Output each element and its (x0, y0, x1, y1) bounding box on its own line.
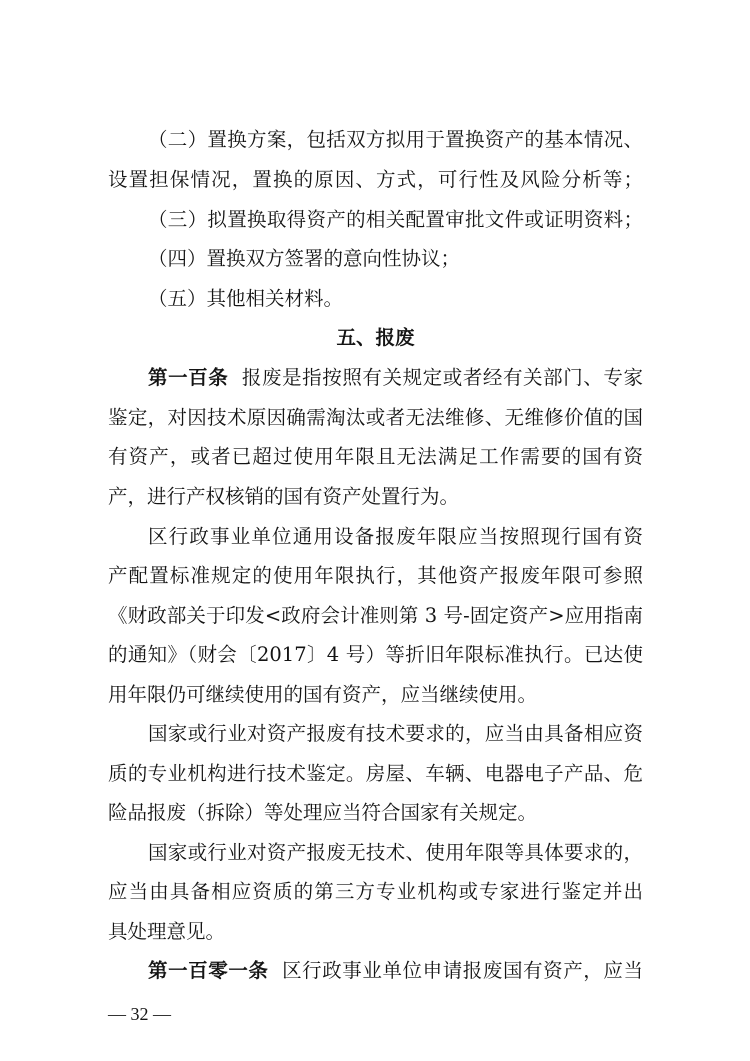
article-text: 区行政事业单位申请报废国有资产，应当 (282, 959, 643, 982)
text-line: （三）拟置换取得资产的相关配置审批文件或证明资料； (148, 208, 643, 231)
text-line: 产配置标准规定的使用年限执行，其他资产报废年限可参照 (108, 564, 643, 587)
article-line (148, 959, 643, 983)
text-line: 用年限仍可继续使用的国有资产，应当继续使用。 (108, 683, 538, 706)
text-line: 设置担保情况，置换的原因、方式，可行性及风险分析等； (108, 168, 643, 191)
article-line (148, 366, 643, 390)
text-line: 应当由具备相应资质的第三方专业机构或专家进行鉴定并出 (108, 880, 643, 903)
article-text: 报废是指按照有关规定或者经有关部门、专家 (241, 366, 643, 389)
text-line: 《财政部关于印发<政府会计准则第 3 号-固定资产>应用指南 (108, 604, 643, 627)
text-line: 鉴定，对因技术原因确需淘汰或者无法维修、无维修价值的国 (108, 406, 643, 429)
article-number: 第一百零一条 (148, 959, 269, 982)
text-line: （五）其他相关材料。 (148, 287, 344, 310)
text-line: 险品报废（拆除）等处理应当符合国家有关规定。 (108, 801, 538, 824)
text-line: 国家或行业对资产报废有技术要求的，应当由具备相应资 (148, 722, 643, 745)
text-line: 产，进行产权核销的国有资产处置行为。 (108, 485, 460, 508)
section-heading: 五、报废 (336, 326, 415, 349)
text-line: 区行政事业单位通用设备报废年限应当按照现行国有资 (148, 525, 643, 548)
article-number: 第一百条 (148, 366, 229, 389)
text-line: （四）置换双方签署的意向性协议； (148, 247, 461, 270)
text-line: 国家或行业对资产报废无技术、使用年限等具体要求的， (148, 841, 643, 864)
page-number: — 32 — (108, 1004, 171, 1024)
text-line: 质的专业机构进行技术鉴定。房屋、车辆、电器电子产品、危 (108, 762, 643, 785)
text-line: 有资产，或者已超过使用年限且无法满足工作需要的国有资 (108, 445, 643, 468)
text-line: （二）置换方案，包括双方拟用于置换资产的基本情况、 (148, 128, 643, 151)
text-line: 的通知》（财会〔2017〕4 号）等折旧年限标准执行。已达使 (108, 643, 643, 666)
text-line: 具处理意见。 (108, 920, 226, 943)
